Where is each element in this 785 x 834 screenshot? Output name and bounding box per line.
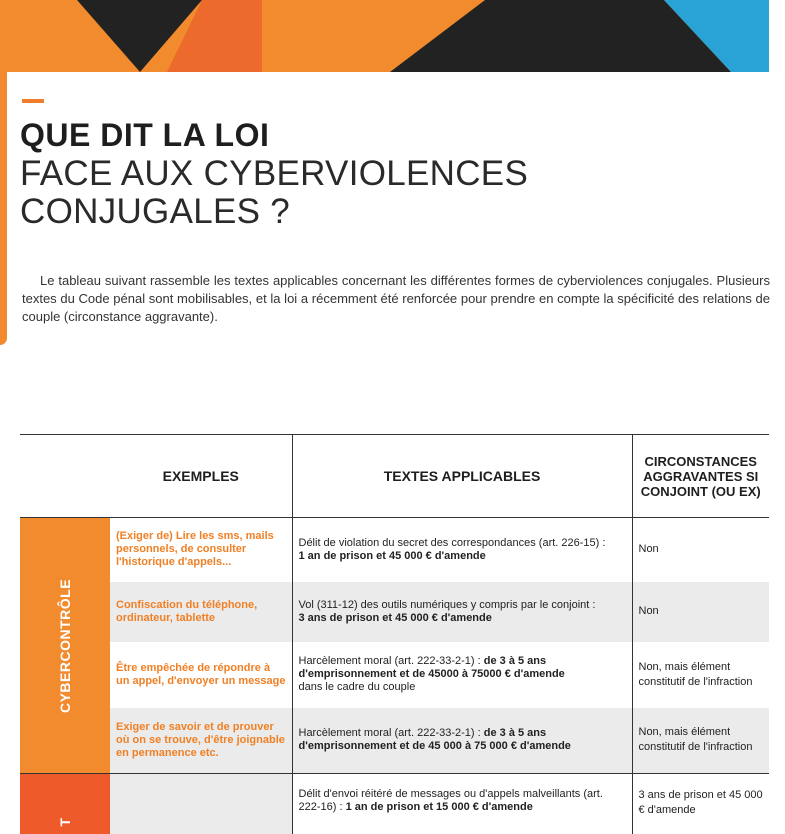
category-cybercontrole	[20, 518, 110, 774]
category-label: T	[57, 816, 73, 827]
text-penalty: de 3 à 5 ans d'emprisonnement et de 45000 à 75000 € d'amende	[298, 655, 565, 680]
circ-cell: Non	[632, 582, 769, 642]
text-penalty: 1 an de prison et 15 000 € d'amende	[345, 801, 533, 813]
table-row	[20, 518, 769, 582]
table-header-row	[20, 435, 769, 518]
circ-cell: Non	[638, 543, 659, 556]
example-cell: Confiscation du téléphone, ordinateur, tablette	[110, 582, 292, 642]
text-penalty: 3 ans de prison et 45 000 € d'amende	[298, 611, 492, 624]
text-plain: Délit d'envoi réitéré de messages ou d'appels malveillants (art. 222-16) :	[298, 788, 603, 813]
page-subtitle	[20, 155, 528, 231]
text-plain: Délit de violation du secret des correspondances (art. 226-15) :	[298, 536, 606, 549]
circ-cell: Non, mais élément constitutif de l'infraction	[632, 708, 769, 774]
banner-graphic	[7, 0, 769, 72]
category-label: CYBERCONTRÔLE	[57, 578, 73, 713]
text-after: dans le cadre du couple	[298, 681, 416, 693]
page-title: QUE DIT LA LOI	[20, 117, 270, 153]
header-textes: TEXTES APPLICABLES	[292, 435, 632, 518]
example-cell	[110, 774, 292, 834]
table-row	[20, 708, 769, 774]
category-second	[20, 774, 110, 834]
example-cell: Exiger de savoir et de prouver où on se trouve, d'être joignable en permanence etc.	[110, 708, 292, 774]
circ-cell: Non, mais élément constitutif de l'infraction	[638, 660, 753, 688]
law-table	[20, 434, 769, 834]
text-penalty: 1 an de prison et 45 000 € d'amende	[298, 549, 486, 562]
example-cell: (Exiger de) Lire les sms, mails personnels, de consulter l'historique d'appels...	[110, 518, 292, 582]
header-blank	[20, 435, 110, 518]
table-row	[20, 642, 769, 708]
title-dash	[22, 99, 44, 103]
text-plain: Harcèlement moral (art. 222-33-2-1) :	[298, 727, 481, 740]
text-plain: Harcèlement moral (art. 222-33-2-1) :	[298, 655, 481, 667]
header-circonstances: CIRCONSTANCES AGGRAVANTES SI CONJOINT (OU EX)	[632, 435, 769, 518]
example-cell: Être empêchée de répondre à un appel, d'envoyer un message	[110, 642, 292, 708]
intro-paragraph: Le tableau suivant rassemble les textes applicables concernant les différentes formes de cyberviolences conjugales. Plusieurs textes du Code pénal sont mobilisables, et la loi a récemment été renforcée pour prendre en compte la spécificité des relations de couple (circonstance aggravante).	[22, 273, 770, 324]
circ-cell: 3 ans de prison et 45 000 € d'amende	[632, 774, 769, 834]
table-row	[20, 582, 769, 642]
table-row	[20, 774, 769, 834]
header-exemples: EXEMPLES	[110, 435, 292, 518]
page-subtitle-line2: CONJUGALES ?	[20, 192, 291, 231]
text-penalty: de 3 à 5 ans d'emprisonnement et de 45 000 à 75 000 € d'amende	[298, 727, 571, 753]
header-banner	[7, 0, 769, 72]
page-subtitle-line1: FACE AUX CYBERVIOLENCES	[20, 154, 529, 193]
side-accent-bar	[0, 0, 7, 345]
text-cell	[292, 518, 632, 582]
text-cell	[292, 774, 632, 834]
text-cell	[292, 582, 632, 642]
text-cell	[292, 708, 632, 774]
text-cell	[292, 642, 632, 708]
text-plain: Vol (311-12) des outils numériques y compris par le conjoint :	[298, 598, 596, 611]
